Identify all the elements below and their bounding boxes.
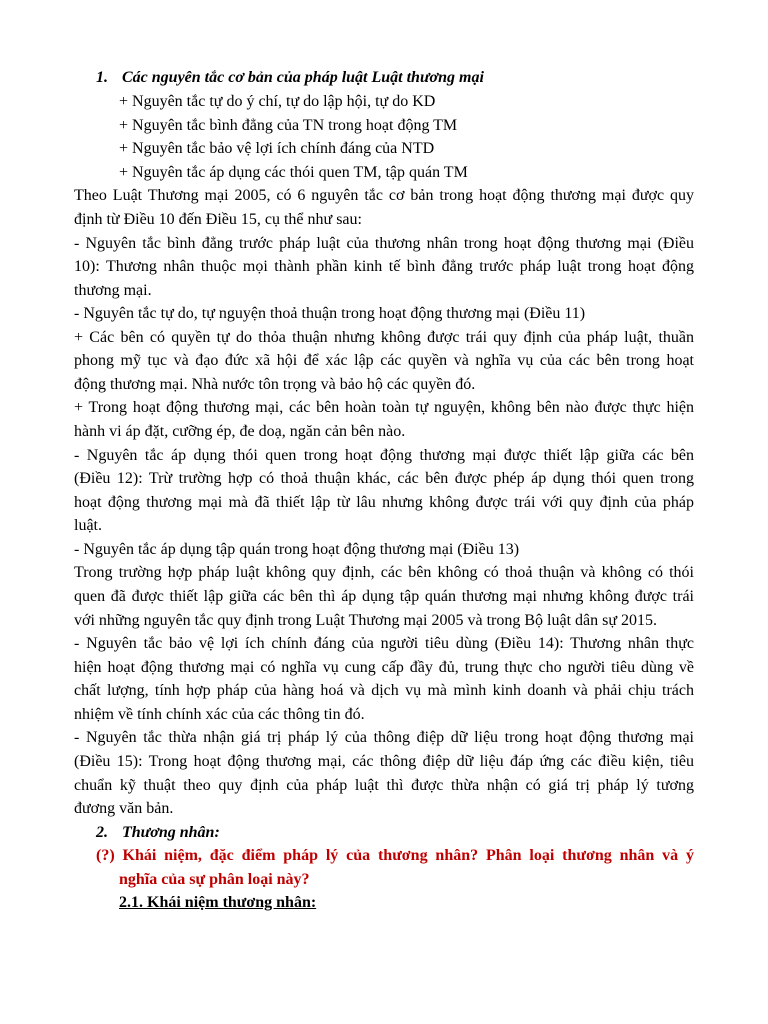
body-line: - Nguyên tắc áp dụng thói quen trong hoạt động thương mại được thiết lập giữa các bên <box>74 447 694 464</box>
body-line: - Nguyên tắc áp dụng tập quán trong hoạt động thương mại (Điều 13) <box>74 541 520 558</box>
body-line: + Trong hoạt động thương mại, các bên hoàn toàn tự nguyện, không bên nào được thực hiện <box>74 399 694 416</box>
principle-item: + Nguyên tắc tự do ý chí, tự do lập hội, tự do KD <box>119 93 436 110</box>
heading-1-number: 1. <box>96 69 108 86</box>
body-line: Theo Luật Thương mại 2005, có 6 nguyên tắc cơ bản trong hoạt động thương mại được quy <box>74 187 694 204</box>
body-line: luật. <box>74 517 102 534</box>
body-line: - Nguyên tắc thừa nhận giá trị pháp lý của thông điệp dữ liệu trong hoạt động thương mại <box>74 729 694 746</box>
principle-item: + Nguyên tắc bảo vệ lợi ích chính đáng của NTD <box>119 140 435 157</box>
body-line: hoạt động thương mại mà đã thiết lập từ lâu nhưng không được trái với quy định của pháp <box>74 494 694 511</box>
heading-1 <box>96 66 484 90</box>
body-line: Trong trường hợp pháp luật không quy định, các bên không có thoả thuận và không có thói <box>74 564 694 581</box>
body-line: 10): Thương nhân thuộc mọi thành phần kinh tế bình đẳng trước pháp luật trong hoạt động <box>74 258 694 275</box>
heading-2 <box>96 821 220 845</box>
body-line: - Nguyên tắc bình đẳng trước pháp luật của thương nhân trong hoạt động thương mại (Điều <box>74 235 694 252</box>
body-line: (Điều 12): Trừ trường hợp có thoả thuận khác, các bên được phép áp dụng thói quen trong <box>74 470 694 487</box>
body-line: - Nguyên tắc bảo vệ lợi ích chính đáng của người tiêu dùng (Điều 14): Thương nhân thực <box>74 635 694 652</box>
heading-2-number: 2. <box>96 824 108 841</box>
principle-item: + Nguyên tắc áp dụng các thói quen TM, tập quán TM <box>119 164 468 181</box>
body-line: hành vi áp đặt, cưỡng ép, đe doạ, ngăn cản bên nào. <box>74 423 406 440</box>
body-line: thương mại. <box>74 282 152 299</box>
body-line: động thương mại. Nhà nước tôn trọng và bảo hộ các quyền đó. <box>74 376 476 393</box>
principle-item: + Nguyên tắc bình đẳng của TN trong hoạt động TM <box>119 117 458 134</box>
body-line: + Các bên có quyền tự do thỏa thuận nhưng không được trái quy định của pháp luật, thuần <box>74 329 694 346</box>
question-line-1: (?) Khái niệm, đặc điểm pháp lý của thương nhân? Phân loại thương nhân và ý <box>96 847 694 864</box>
heading-2-text: Thương nhân: <box>122 824 220 841</box>
body-line: với những nguyên tắc quy định trong Luật Thương mại 2005 và trong Bộ luật dân sự 2015. <box>74 612 658 629</box>
body-line: phong mỹ tục và đạo đức xã hội để xác lập các quyền và nghĩa vụ của các bên trong hoạt <box>74 352 694 369</box>
body-line: chuẩn kỹ thuật theo quy định của pháp luật thì được thừa nhận có giá trị pháp lý tương <box>74 777 694 794</box>
body-line: chất lượng, tính hợp pháp của hàng hoá và dịch vụ mà mình kinh doanh và phải chịu trách <box>74 682 694 699</box>
body-line: - Nguyên tắc tự do, tự nguyện thoả thuận trong hoạt động thương mại (Điều 11) <box>74 305 586 322</box>
heading-1-text: Các nguyên tắc cơ bản của pháp luật Luật thương mại <box>122 69 484 86</box>
body-line: đương văn bản. <box>74 800 174 817</box>
body-line: (Điều 15): Trong hoạt động thương mại, các thông điệp dữ liệu đáp ứng các điều kiện, tiêu <box>74 753 694 770</box>
body-line: định từ Điều 10 đến Điều 15, cụ thể như sau: <box>74 211 362 228</box>
subheading-2-1: 2.1. Khái niệm thương nhân: <box>119 894 317 911</box>
question-line-2: nghĩa của sự phân loại này? <box>119 871 310 888</box>
body-line: hiện hoạt động thương mại có nghĩa vụ cung cấp đầy đủ, trung thực cho người tiêu dùng về <box>74 659 694 676</box>
body-line: quen đã được thiết lập giữa các bên thì áp dụng tập quán thương mại nhưng không được trái <box>74 588 694 605</box>
body-line: nhiệm về tính chính xác của các thông tin đó. <box>74 706 365 723</box>
